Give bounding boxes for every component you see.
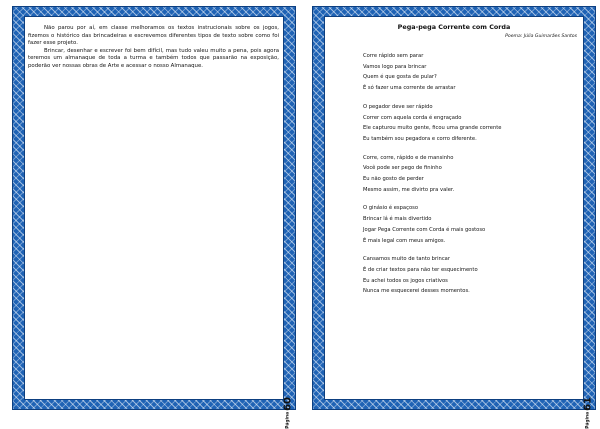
poem-line: Corre rápido sem parar [363, 53, 424, 59]
poem-line: Eu achei todos os jogos criativos [363, 277, 448, 284]
poem-line: Correr com aquela corda é engraçado [363, 114, 462, 121]
paragraph: Não parou por aí, em classe melhoramos os textos instrucionais sobre os jogos, fizemos o histórico das brincadeiras e escrevemos diferentes tipos de texto sobre como foi fazer esse projeto. [28, 25, 279, 47]
poem-line: Nunca me esquecerei desses momentos. [363, 288, 470, 295]
poem-line: Quem é que gosta de pular? [363, 74, 437, 81]
poem-line: É só fazer uma corrente de arrastar [363, 85, 456, 92]
right-page [312, 6, 596, 429]
left-page-content [24, 16, 284, 400]
poem-line: Vamos logo para brincar [363, 63, 427, 70]
poem-line: Jogar Pega Corrente com Corda é mais gostoso [363, 226, 486, 233]
page-number-value: 61 [583, 397, 594, 411]
poem-line: Ele capturou muito gente, ficou uma grande corrente [363, 125, 502, 132]
poem-line: Eu não gosto de perder [363, 176, 424, 183]
poem-stanza [363, 102, 583, 145]
page-number-value: 60 [283, 397, 294, 411]
poem-line: Cansamos muito de tanto brincar [363, 256, 450, 263]
page-label: Página [586, 411, 591, 429]
left-page [12, 6, 296, 429]
poem-title: Pega-pega Corrente com Corda [397, 23, 511, 31]
poem-line: Mesmo assim, me divirto pra valer. [363, 186, 455, 193]
page-label: Página [286, 411, 291, 429]
poem-line: Você pode ser pego de fininho [363, 165, 442, 172]
poem-body [325, 51, 583, 297]
poem-line: Brincar lá é mais divertido [363, 216, 432, 223]
paragraph: Brincar, desenhar e escrever foi bem difícil, mas tudo valeu muito a pena, pois agora teremos um almanaque de toda a turma e também todos que passarão na exposição, poderão ver nossas obras de Arte e acessar o nosso Almanaque. [28, 47, 279, 69]
poem-stanza [363, 254, 583, 297]
poem-line: Corre, corre, rápido e de mansinho [363, 154, 454, 161]
right-page-content [324, 16, 584, 400]
poem-line: É de criar textos para não ter esquecimento [363, 266, 478, 273]
poem-line: Eu também sou pegadora e corro diferente. [363, 135, 477, 142]
poem-stanza [363, 51, 583, 94]
poem-line: É mais legal com meus amigos. [363, 237, 446, 244]
poem-author: Poema: Júlia Guimarães Santos [505, 34, 577, 39]
poem-line: O pegador deve ser rápido [363, 103, 433, 110]
poem-line: O ginásio é espaçoso [363, 205, 419, 212]
poem-stanza [363, 153, 583, 196]
poem-stanza [363, 203, 583, 246]
